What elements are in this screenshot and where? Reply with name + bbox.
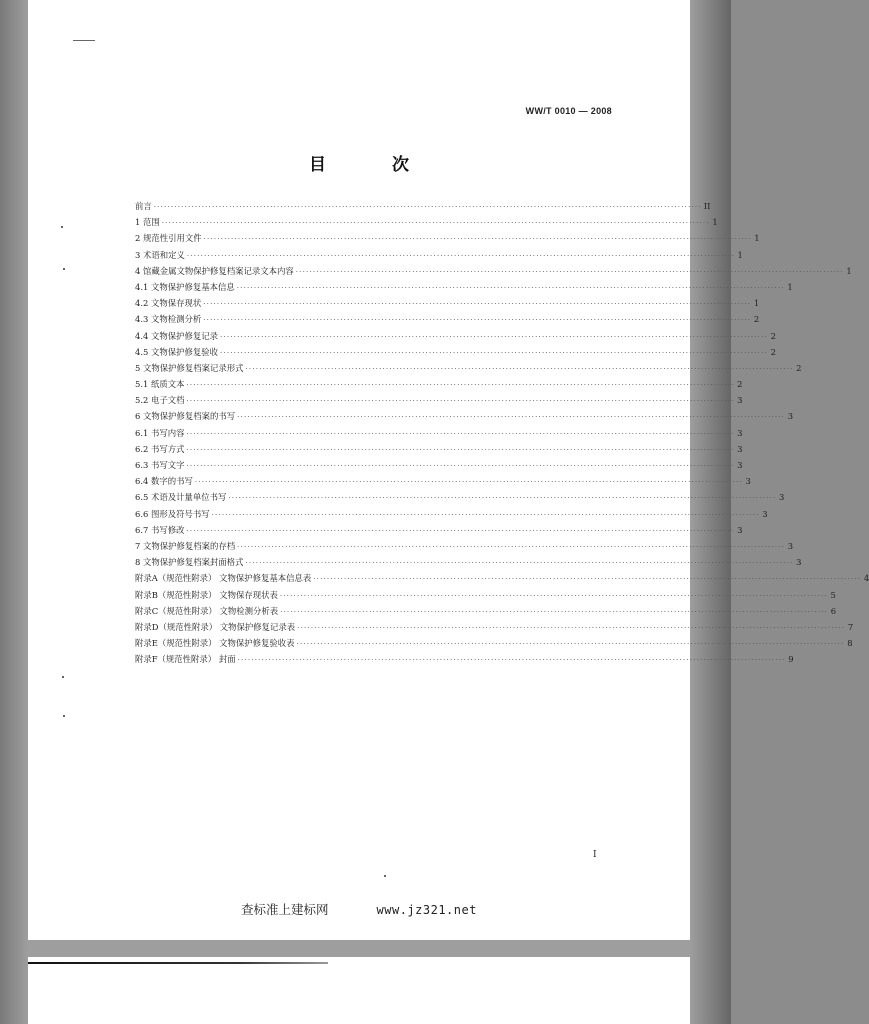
toc-leader-dots: ································································································································································ xyxy=(203,235,752,244)
toc-entry-label: 6.7 书写修改 xyxy=(135,524,185,535)
toc-entry[interactable] xyxy=(135,540,794,556)
toc-leader-dots: ································································································································································ xyxy=(245,364,794,373)
toc-entry[interactable] xyxy=(135,346,776,362)
footer-site-name: 查标准上建标网 xyxy=(241,902,329,917)
toc-leader-dots: ································································································································································ xyxy=(237,413,786,422)
toc-entry-page: 1 xyxy=(787,281,793,292)
scan-speck xyxy=(63,268,65,270)
scan-speck xyxy=(63,715,65,717)
next-document-page[interactable] xyxy=(28,957,690,1024)
toc-entry-page: 3 xyxy=(737,524,743,535)
toc-entry[interactable] xyxy=(135,313,760,329)
toc-entry-page: 1 xyxy=(754,233,760,244)
toc-entry-page: 3 xyxy=(779,492,785,503)
toc-entry-label: 3 术语和定义 xyxy=(135,249,185,260)
toc-entry[interactable] xyxy=(135,232,760,248)
toc-entry-label: 6.6 图形及符号书写 xyxy=(135,508,210,519)
toc-leader-dots: ································································································································································ xyxy=(161,219,710,228)
toc-leader-dots: ································································································································································ xyxy=(237,656,786,665)
toc-leader-dots: ································································································································································ xyxy=(279,591,828,600)
toc-entry-label: 附录C（规范性附录） 文物检测分析表 xyxy=(135,605,279,616)
toc-leader-dots: ································································································································································ xyxy=(186,429,735,438)
toc-entry-page: 6 xyxy=(830,605,837,616)
toc-leader-dots: ································································································································································ xyxy=(237,542,786,551)
toc-entry[interactable] xyxy=(135,410,794,426)
toc-entry-label: 6.3 书写文字 xyxy=(135,460,185,470)
toc-entry-page: 2 xyxy=(753,314,760,325)
toc-entry[interactable] xyxy=(135,378,743,394)
toc-leader-dots: ································································································································································ xyxy=(295,267,844,276)
toc-entry-label: 5.1 纸质文本 xyxy=(135,379,185,390)
toc-entry[interactable] xyxy=(135,475,751,491)
toc-leader-dots: ································································································································································ xyxy=(153,203,702,211)
toc-entry-label: 前言 xyxy=(135,201,152,211)
toc-entry-label: 4.5 文物保护修复验收 xyxy=(135,346,218,357)
toc-leader-dots: ································································································································································ xyxy=(297,623,846,632)
toc-entry-label: 附录A（规范性附录） 文物保护修复基本信息表 xyxy=(135,573,312,584)
toc-entry-page: 3 xyxy=(745,476,751,487)
toc-entry-page: II xyxy=(703,201,711,211)
toc-entry[interactable] xyxy=(135,637,853,653)
toc-entry-page: 3 xyxy=(737,427,743,438)
toc-entry-page: 1 xyxy=(753,298,760,309)
toc-leader-dots: ································································································································································ xyxy=(296,640,845,649)
toc-entry-label: 5 文物保护修复档案记录形式 xyxy=(135,362,244,373)
scan-mark xyxy=(73,40,95,41)
toc-entry-label: 4.3 文物检测分析 xyxy=(135,314,202,325)
toc-entry-label: 4.2 文物保存现状 xyxy=(135,298,202,309)
toc-entry-page: 3 xyxy=(737,395,743,406)
toc-entry-label: 附录E（规范性附录） 文物保护修复验收表 xyxy=(135,638,295,649)
toc-entry-label: 8 文物保护修复档案封面格式 xyxy=(135,557,244,568)
toc-leader-dots: ································································································································································ xyxy=(186,462,735,470)
toc-entry-page: 3 xyxy=(762,508,768,519)
toc-entry-page: 1 xyxy=(846,265,852,276)
toc-entry[interactable] xyxy=(135,524,743,540)
toc-entry-page: 1 xyxy=(712,217,718,228)
toc-entry-label: 4.4 文物保护修复记录 xyxy=(135,330,218,341)
toc-entry-page: 2 xyxy=(737,379,743,390)
toc-entry[interactable] xyxy=(135,297,760,313)
scan-speck xyxy=(384,875,386,877)
toc-title: 目 次 xyxy=(309,155,439,175)
page-number: I xyxy=(593,850,597,860)
toc-leader-dots: ································································································································································ xyxy=(245,559,794,568)
toc-entry[interactable] xyxy=(135,427,743,443)
toc-entry-label: 附录D（规范性附录） 文物保护修复记录表 xyxy=(135,621,296,632)
toc-entry[interactable] xyxy=(135,572,869,588)
toc-entry-page: 3 xyxy=(787,411,794,422)
toc-entry-label: 5.2 电子文档 xyxy=(135,395,185,406)
toc-leader-dots: ································································································································································ xyxy=(313,575,862,584)
toc-entry[interactable] xyxy=(135,556,802,572)
toc-entry-page: 2 xyxy=(796,362,802,373)
toc-entry[interactable] xyxy=(135,330,776,346)
toc-leader-dots: ································································································································································ xyxy=(186,526,735,535)
toc-leader-dots: ································································································································································ xyxy=(228,494,777,503)
toc-leader-dots: ································································································································································ xyxy=(236,283,785,292)
scan-speck xyxy=(61,226,63,228)
toc-entry[interactable] xyxy=(135,443,743,459)
toc-entry-label: 4.1 文物保护修复基本信息 xyxy=(135,281,235,292)
toc-entry-page: 4 xyxy=(863,573,869,584)
toc-entry[interactable] xyxy=(135,605,837,621)
toc-entry[interactable] xyxy=(135,281,793,297)
toc-leader-dots: ································································································································································ xyxy=(219,348,768,357)
toc-entry-page: 3 xyxy=(737,460,743,470)
footer-url[interactable]: www.jz321.net xyxy=(376,903,477,917)
toc-leader-dots: ································································································································································ xyxy=(203,316,752,325)
standard-code: WW/T 0010 — 2008 xyxy=(525,106,612,116)
toc-entry[interactable] xyxy=(135,491,785,507)
toc-entry-label: 附录B（规范性附录） 文物保存现状表 xyxy=(135,589,278,600)
toc-entry[interactable] xyxy=(135,589,836,605)
toc-entry-label: 6.4 数字的书写 xyxy=(135,476,193,487)
scan-speck xyxy=(62,676,64,678)
toc-entry-label: 6.1 书写内容 xyxy=(135,427,185,438)
toc-entry-label: 2 规范性引用文件 xyxy=(135,233,202,244)
toc-leader-dots: ································································································································································ xyxy=(194,478,743,487)
toc-entry[interactable] xyxy=(135,265,852,281)
toc-entry-page: 8 xyxy=(847,638,853,649)
toc-entry-page: 9 xyxy=(788,654,794,665)
toc-entry-page: 3 xyxy=(787,540,794,551)
toc-leader-dots: ································································································································································ xyxy=(186,251,735,260)
toc-entry-page: 1 xyxy=(737,249,743,260)
toc-entry-page: 2 xyxy=(770,346,776,357)
table-of-contents xyxy=(135,200,869,669)
toc-entry-page: 7 xyxy=(847,621,854,632)
document-page[interactable] xyxy=(28,0,869,940)
toc-entry-label: 6 文物保护修复档案的书写 xyxy=(135,411,236,422)
toc-entry-label: 4 馆藏金属文物保护修复档案记录文本内容 xyxy=(135,265,294,276)
footer-watermark xyxy=(28,900,690,918)
toc-entry[interactable] xyxy=(135,653,794,669)
toc-entry-page: 2 xyxy=(770,330,776,341)
toc-leader-dots: ································································································································································ xyxy=(211,510,760,519)
toc-entry-label: 7 文物保护修复档案的存档 xyxy=(135,540,236,551)
toc-entry-page: 5 xyxy=(830,589,836,600)
toc-entry[interactable] xyxy=(135,508,768,524)
toc-entry-label: 附录F（规范性附录） 封面 xyxy=(135,654,236,665)
scan-mark xyxy=(28,962,328,964)
toc-entry[interactable] xyxy=(135,621,854,637)
toc-entry-page: 3 xyxy=(737,443,743,454)
toc-entry-page: 3 xyxy=(796,557,802,568)
toc-entry-label: 1 范围 xyxy=(135,217,160,228)
toc-entry[interactable] xyxy=(135,216,718,232)
toc-leader-dots: ································································································································································ xyxy=(186,445,735,454)
toc-entry-label: 6.2 书写方式 xyxy=(135,443,185,454)
toc-leader-dots: ································································································································································ xyxy=(219,332,768,341)
toc-entry-label: 6.5 术语及计量单位书写 xyxy=(135,492,227,503)
toc-leader-dots: ································································································································································ xyxy=(186,381,735,390)
toc-entry[interactable] xyxy=(135,394,743,410)
toc-leader-dots: ································································································································································ xyxy=(280,607,829,616)
toc-leader-dots: ································································································································································ xyxy=(186,397,735,406)
toc-entry[interactable] xyxy=(135,362,802,378)
toc-entry[interactable] xyxy=(135,249,743,265)
toc-leader-dots: ································································································································································ xyxy=(203,300,752,309)
toc-entry[interactable] xyxy=(135,200,711,216)
toc-entry[interactable] xyxy=(135,459,743,475)
